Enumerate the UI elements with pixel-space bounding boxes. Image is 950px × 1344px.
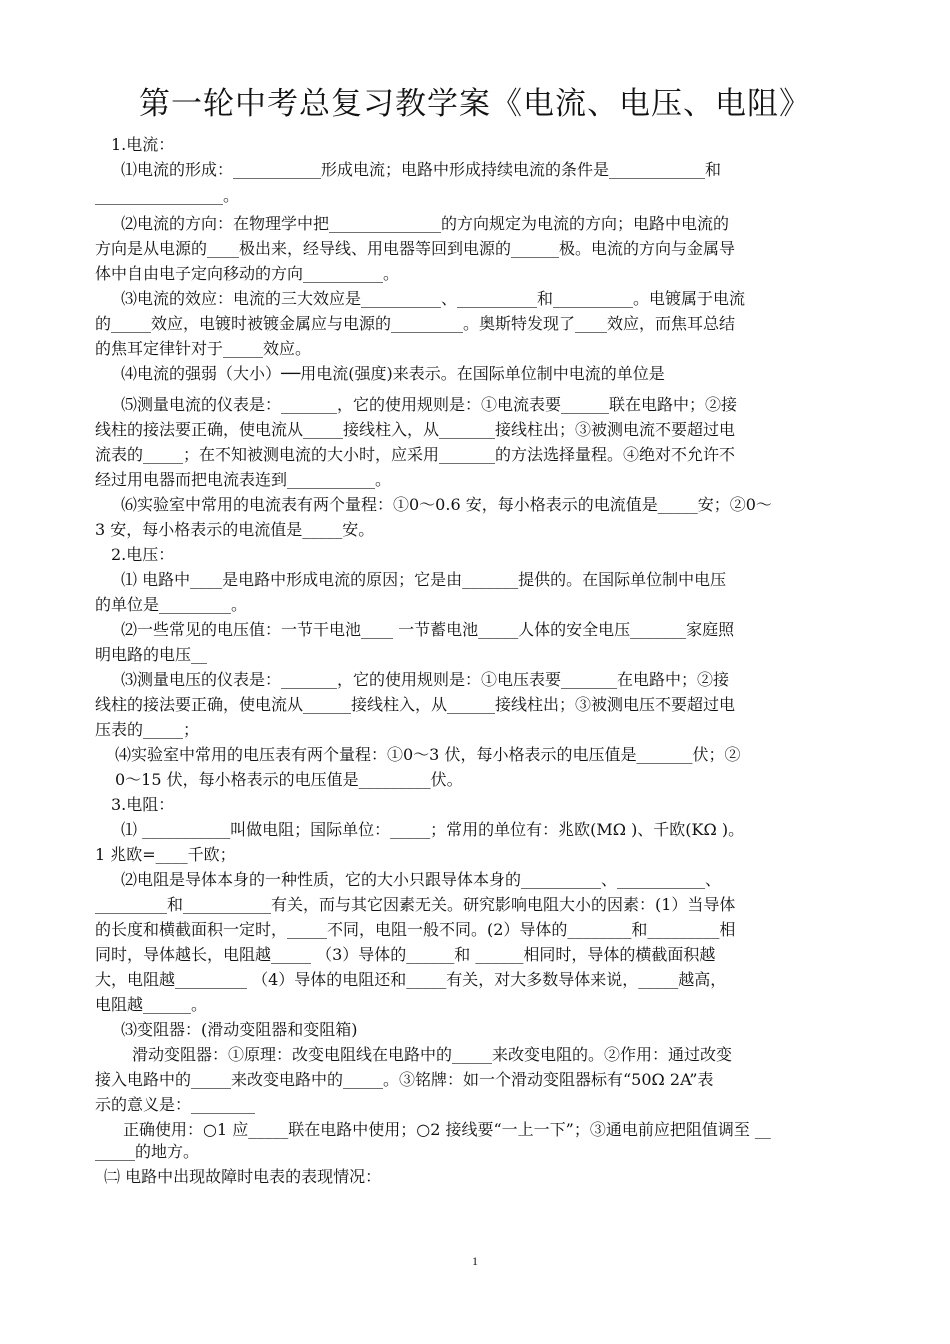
text-line: 经过用电器而把电流表连到___________。	[95, 470, 392, 489]
page-number: 1	[472, 1254, 478, 1268]
text-line: ⑶变阻器：(滑动变阻器和变阻箱)	[121, 1020, 358, 1039]
text-line: ⑵电流的方向：在物理学中把______________的方向规定为电流的方向；电路中电流的	[121, 214, 730, 233]
text-line: 体中自由电子定向移动的方向__________。	[95, 264, 400, 283]
text-line: 的焦耳定律针对于_____效应。	[95, 339, 312, 358]
text-line: ⑶电流的效应：电流的三大效应是__________、__________和__________。电镀属于电流	[121, 289, 746, 308]
text-line: 压表的_____；	[95, 720, 200, 739]
text-line: 方向是从电源的____极出来，经导线、用电器等回到电源的______极。电流的方向与金属导	[95, 239, 736, 258]
text-line: ⑵电阻是导体本身的一种性质，它的大小只跟导体本身的__________、___________、	[121, 870, 722, 889]
text-line: 滑动变阻器：➀原理：改变电阻线在电路中的_____来改变电阻的。➁作用：通过改变	[132, 1045, 733, 1064]
text-line: ⑴ 电路中____是电路中形成电流的原因；它是由_______提供的。在国际单位制中电压	[121, 570, 727, 589]
section-heading-resistance: 3.电阻：	[111, 795, 175, 814]
text-line: ⑵一些常见的电压值：一节干电池____ 一节蓄电池_____人体的安全电压_______家庭照	[121, 620, 735, 639]
text-line: 的长度和横截面积一定时，_____不同，电阻一般不同。(2）导体的________和_________相	[95, 920, 736, 939]
text-line: ⑷实验室中常用的电压表有两个量程：①0～3 伏，每小格表示的电压值是_______伏；②	[115, 745, 741, 764]
text-line: ⑷电流的强弱（大小）──用电流(强度)来表示。在国际单位制中电流的单位是	[121, 364, 665, 383]
text-line: ⑸测量电流的仪表是：_______，它的使用规则是：①电流表要______联在电路中；②接	[121, 395, 738, 414]
text-line: ㈡ 电路中出现故障时电表的表现情况：	[104, 1167, 382, 1186]
text-line: 1 兆欧=____千欧；	[95, 845, 236, 864]
text-line: 明电路的电压__	[95, 645, 208, 664]
text-line: ⑴ ___________叫做电阻；国际单位：_____；常用的单位有：兆欧(MΩ )、千欧(KΩ )。	[121, 820, 745, 839]
text-line: _____的地方。	[95, 1142, 200, 1161]
text-line: 大，电阻越_________ （4）导体的电阻还和_____有关，对大多数导体来说，_____越高，	[95, 970, 727, 989]
page-title: 第一轮中考总复习教学案《电流、电压、电阻》	[139, 86, 811, 122]
text-line: 的_____效应，电镀时被镀金属应与电源的_________。奥斯特发现了____效应，而焦耳总结	[95, 314, 736, 333]
text-line: ⑴电流的形成：___________形成电流；电路中形成持续电流的条件是____________和	[121, 160, 722, 179]
text-line: ⑶测量电压的仪表是：_______，它的使用规则是：①电压表要_______在电路中；②接	[121, 670, 730, 689]
section-heading-current: 1.电流：	[111, 135, 175, 154]
text-line: 同时，导体越长，电阻越_____ （3）导体的______和 ______相同时，导体的横截面积越	[95, 945, 716, 964]
text-line: 接入电路中的_____来改变电路中的_____。➂铭牌：如一个滑动变阻器标有“50Ω 2A”表	[95, 1070, 714, 1089]
text-line: 正确使用：○1 应_____联在电路中使用；○2 接线要“一上一下”；➂通电前应把阻值调至 __	[123, 1120, 771, 1139]
text-line: ________________。	[95, 186, 240, 205]
text-line: 电阻越______。	[95, 995, 208, 1014]
text-line: 3 安，每小格表示的电流值是_____安。	[95, 520, 375, 539]
section-heading-voltage: 2.电压：	[111, 545, 175, 564]
text-line: 0～15 伏，每小格表示的电压值是_________伏。	[115, 770, 463, 789]
text-line: 示的意义是：________	[95, 1095, 256, 1114]
text-line: 线柱的接法要正确，使电流从______接线柱入，从______接线柱出；③被测电压不要超过电	[95, 695, 736, 714]
text-line: 的单位是_________。	[95, 595, 248, 614]
text-line: 流表的_____；在不知被测电流的大小时，应采用_______的方法选择量程。④绝对不允许不	[95, 445, 736, 464]
text-line: ⑹实验室中常用的电流表有两个量程：①0～0.6 安，每小格表示的电流值是_____安；②0～	[121, 495, 772, 514]
text-line: _________和___________有关，而与其它因素无关。研究影响电阻大小的因素：(1）当导体	[95, 895, 736, 914]
text-line: 线柱的接法要正确，使电流从_____接线柱入，从_______接线柱出；③被测电流不要超过电	[95, 420, 736, 439]
